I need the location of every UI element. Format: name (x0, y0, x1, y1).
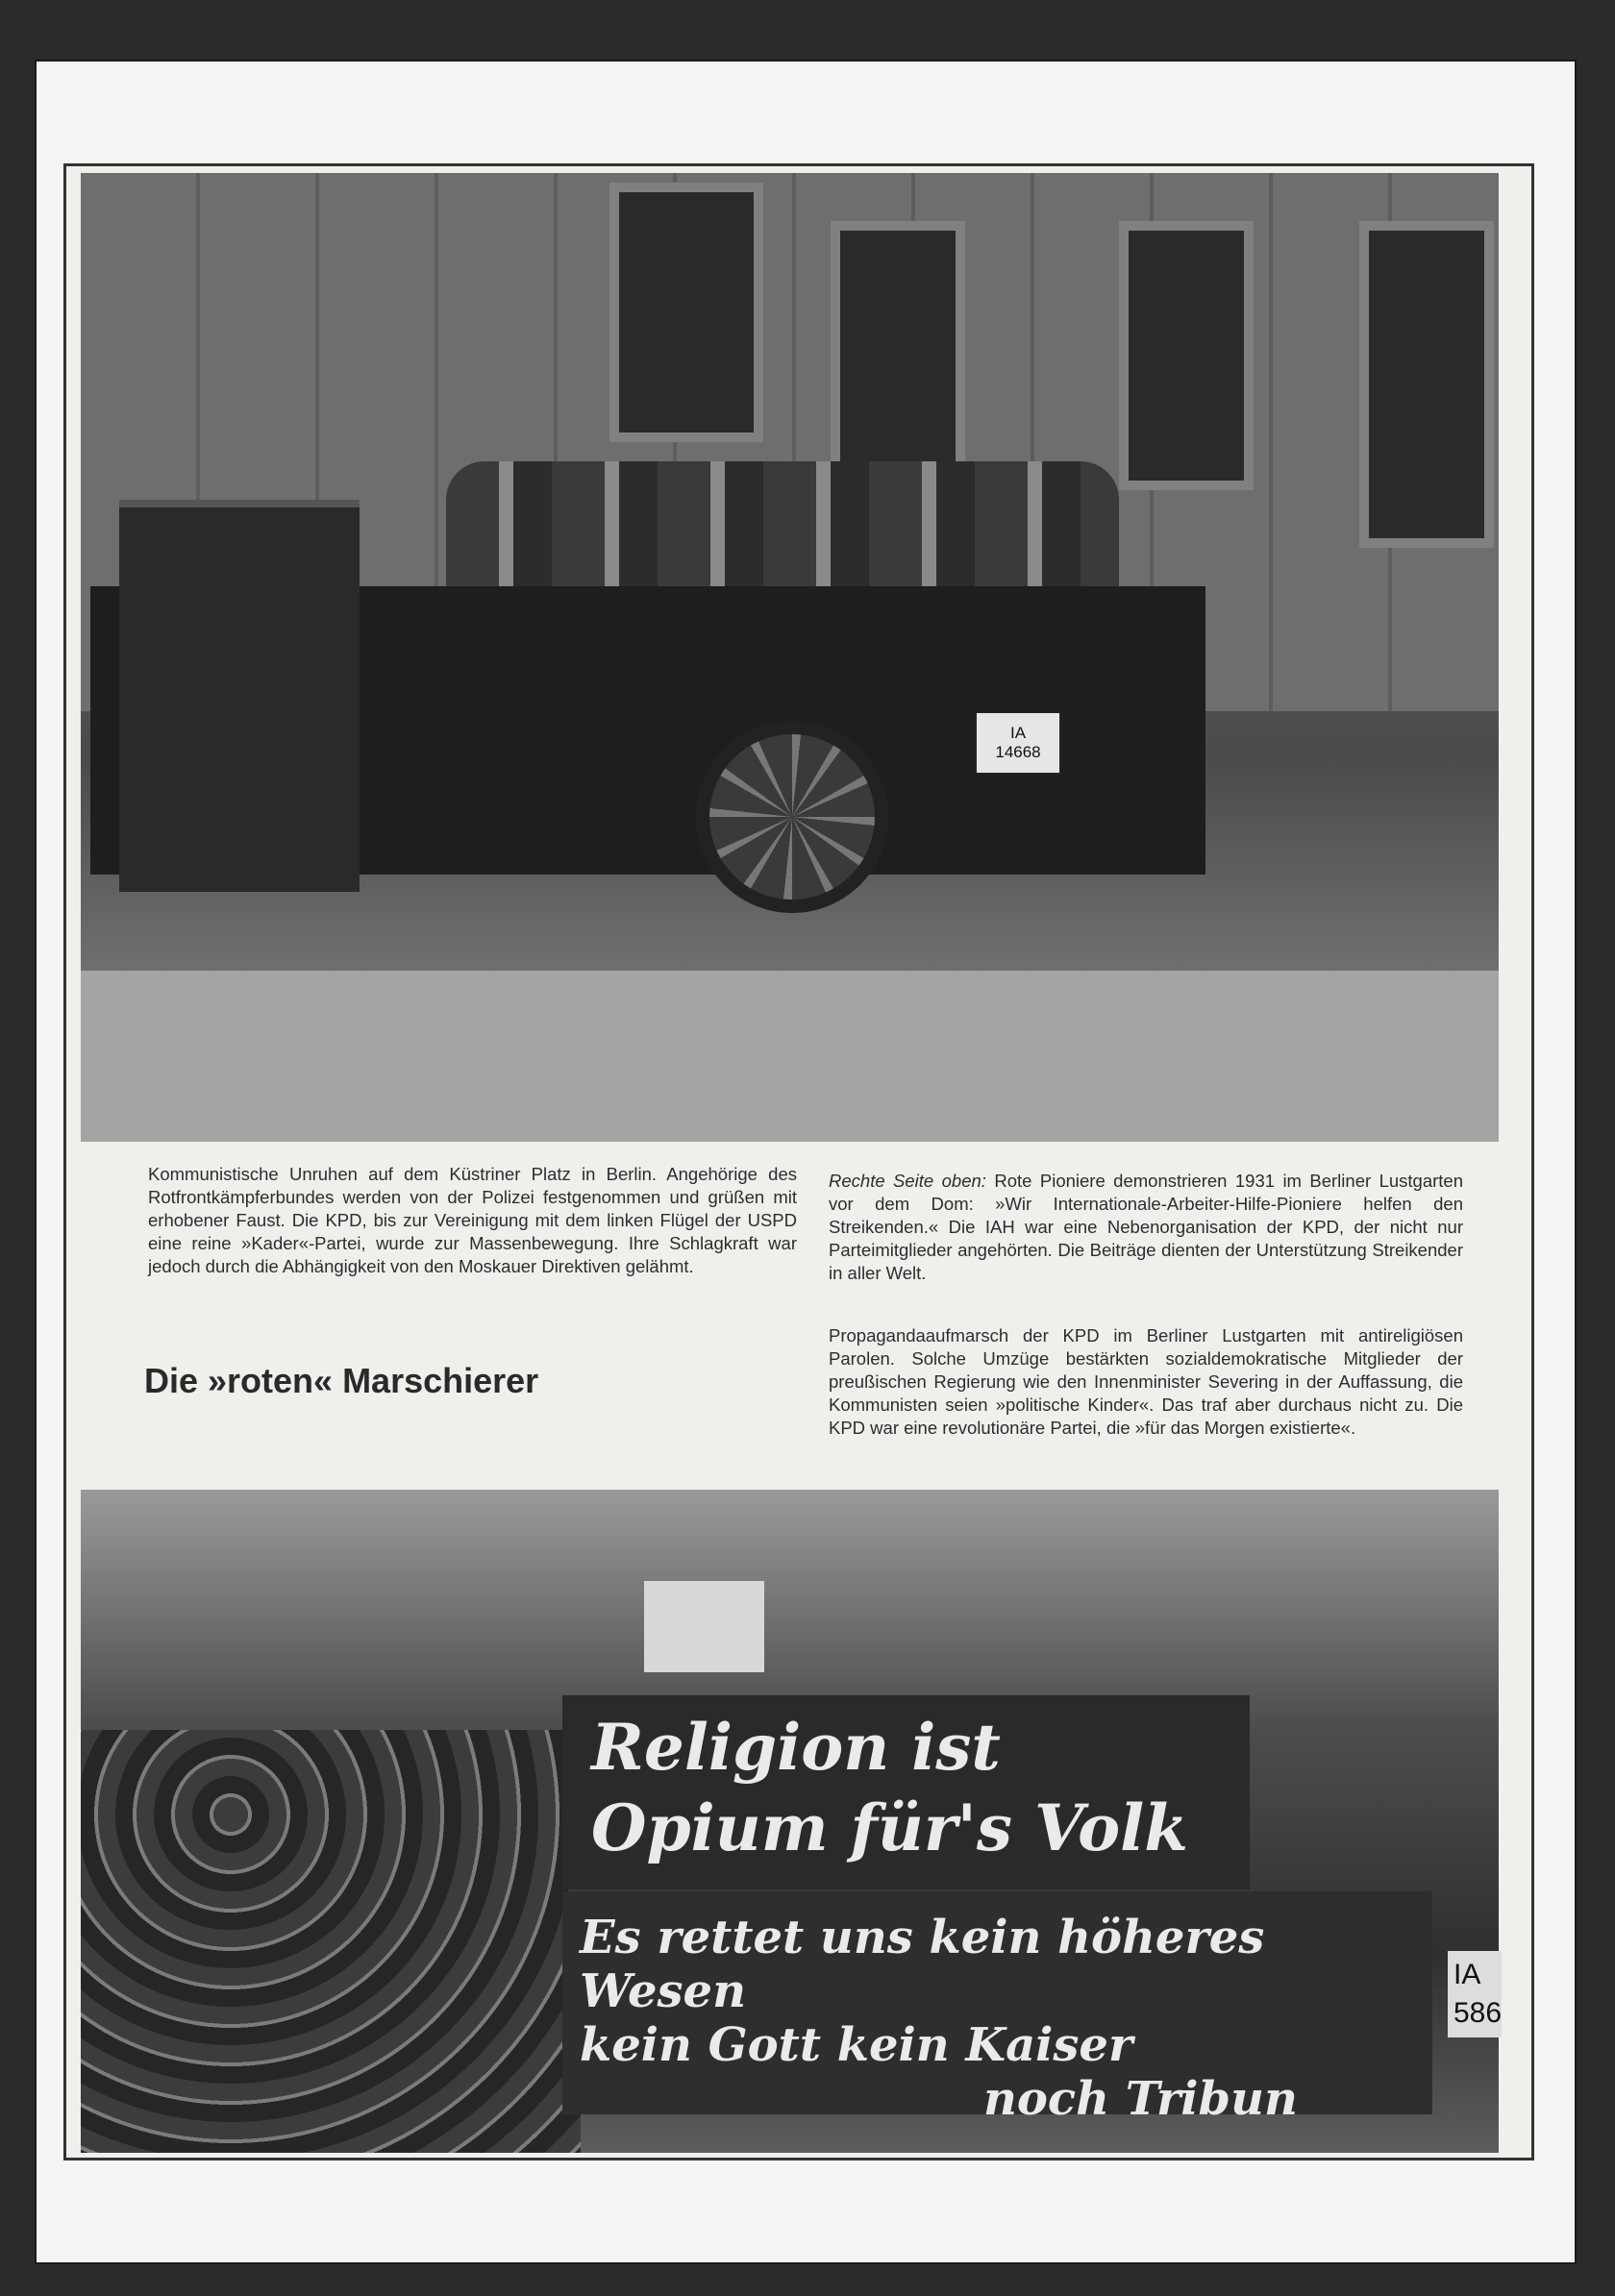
plate-line-2: 586 (1454, 1997, 1502, 2029)
street (81, 971, 1499, 1142)
truck-arrest-photo (81, 173, 1499, 1142)
sign-line-2: Opium für's Volk (591, 1790, 1188, 1865)
truck-cab (119, 500, 360, 892)
slogan-line-1: Es rettet uns kein höheres Wesen (580, 1911, 1265, 2018)
slogan-sign (562, 1891, 1432, 2126)
caption-lead: Rechte Seite oben: (829, 1171, 986, 1191)
banner (644, 1581, 764, 1672)
caption-bottom-photo: Propagandaaufmarsch der KPD im Berliner Lustgarten mit antireligiösen Parolen. Solche Umzüge bestärkten sozialdemokratische Mitglieder der preußischen Regierung wie den Innenminister Severing in der Auffassung, die Kommunisten seien »politische Kinder«. Das traf aber durchaus nicht zu. Die KPD war eine revolutionäre Partei, die »für das Morgen existierte«. (829, 1325, 1463, 1438)
window (609, 183, 763, 442)
window (831, 221, 965, 471)
window (1359, 221, 1494, 548)
window (1119, 221, 1254, 490)
caption-body: Rote Pioniere demonstrieren 1931 im Berliner Lustgarten vor dem Dom: »Wir Internationale-Arbeiter-Hilfe-Pioniere helfen den Streikenden.« Die IAH war eine Nebenorganisation der KPD, der nicht nur Parteimitglieder angehörten. Die Beiträge dienten der Unterstützung Streikender in aller Welt. (829, 1171, 1463, 1283)
plate-line-1: IA (1454, 1959, 1481, 1990)
slogan-line-3: noch Tribun (983, 2072, 1298, 2126)
plate-line-1: IA (1009, 724, 1027, 742)
crowd (81, 1730, 581, 2153)
truck-wheel (696, 721, 888, 913)
caption-top-photo: Kommunistische Unruhen auf dem Küstriner Platz in Berlin. Angehörige des Rotfrontkämpferbundes werden von der Polizei festgenommen und grüßen mit erhobener Faust. Die KPD, bis zur Vereinigung mit dem linken Flügel der USPD eine reine »Kader«-Partei, wurde zur Massenbewegung. Ihre Schlagkraft war jedoch durch die Abhängigkeit von den Moskauer Direktiven gelähmt. (148, 1164, 797, 1276)
slogan-line-2: kein Gott kein Kaiser (580, 2018, 1133, 2072)
religion-sign (562, 1695, 1250, 1889)
caption-right-page (829, 1170, 1463, 1285)
truck-plate (1448, 1951, 1502, 2037)
sign-line-1: Religion ist (591, 1710, 1001, 1785)
license-plate (975, 711, 1061, 775)
detainees-group (446, 461, 1119, 605)
plate-line-2: 14668 (995, 743, 1041, 761)
section-heading: Die »roten« Marschierer (144, 1361, 539, 1400)
